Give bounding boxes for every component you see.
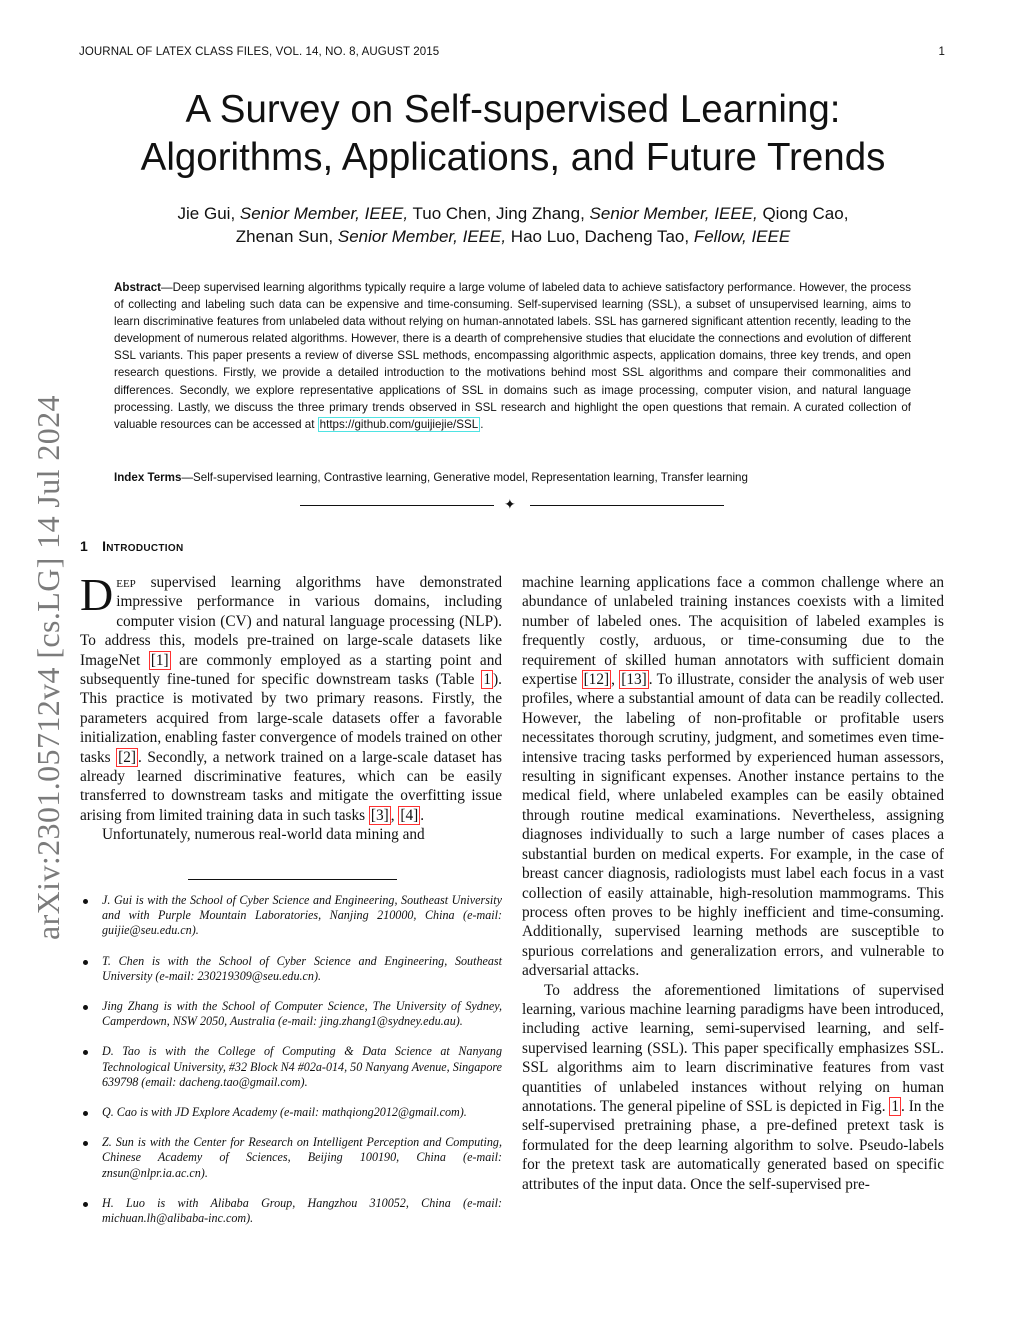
intro-paragraph-3 [522,573,944,981]
author-text: Qiong Cao, [757,204,849,223]
journal-header: JOURNAL OF LATEX CLASS FILES, VOL. 14, NO. 8, AUGUST 2015 [79,46,440,58]
footnote-item: Q. Cao is with JD Explore Academy (e-mail: mathqiong2012@gmail.com). [80,1105,502,1120]
paragraph-text: supervised learning algorithms have demonstrated impressive performance in various domains, including computer vision (CV) and natural language processing (NLP). To address this, models pre-trained on large-scale datasets like ImageNet [80,574,502,669]
abstract-end: . [480,417,484,431]
paragraph-text: ). This practice is motivated by two primary reasons. Firstly, the parameters acquired from large-scale datasets offer a favorable initialization, enabling faster convergence of models trained on other tasks [80,671,502,766]
paragraph-text: To address the aforementioned limitations of supervised learning, various machine learning paradigms have been introduced, including active learning, semi-supervised learning, and self-supervised learning (SSL). This paper specifically emphasizes SSL. SSL algorithms aim to learn discriminative features from vast quantities of unlabeled instances without relying on human annotations. The general pipeline of SSL is depicted in Fig. [522,981,944,1115]
section-number: 1 [80,538,89,554]
dropcap: D [80,569,114,620]
author-text: Hao Luo, Dacheng Tao, [506,227,694,246]
arxiv-stamp[interactable]: arXiv:2301.05712v4 [cs.LG] 14 Jul 2024 [30,395,66,940]
author-role: Senior Member, IEEE, [337,227,507,246]
paragraph-text: are commonly employed as a starting point and subsequently fine-tuned for specific downstream tasks (Table [80,651,502,689]
table-ref-link[interactable]: 1 [483,671,492,689]
paragraph-text: . Secondly, a network trained on a large-scale dataset has already learned discriminative features, which can be easily transferred to downstream tasks and mitigate the overfitting issue arising from limited training data in such tasks [80,748,503,824]
citation-link[interactable]: [2] [118,748,137,766]
footnote-item: Z. Sun is with the Center for Research on Intelligent Perception and Computing, Chinese Academy of Sciences, Beijing 100190, China (e-mail: znsun@nlpr.ia.ac.cn). [80,1135,502,1181]
index-terms-text: —Self-supervised learning, Contrastive learning, Generative model, Representation learning, Transfer learning [181,471,748,484]
paragraph-text: machine learning applications face a common challenge where an abundance of unlabeled training instances coexists with a limited number of labeled ones. The acquisition of labeled examples is frequently costly, arduous, or time-consuming due to the requirement of skilled human annotators with sufficient domain expertise [522,574,944,689]
authors-line-2 [110,225,916,248]
section-heading [80,538,183,554]
author-role: Fellow, IEEE [693,227,791,246]
running-head [79,46,945,58]
figure-ref-link[interactable]: 1 [891,1097,900,1115]
separator-line-right [530,505,724,506]
abstract-label: Abstract [114,281,162,294]
paragraph-text: . To illustrate, consider the analysis of web user profiles, where a substantial amount of data can be readily collected. However, the labeling of non-profitable or profitable users necessitates thorough scrutiny, judgment, and sometimes even time-intensive tracing tasks performed by experienced human assessors, resulting in significant expenses. Another instance pertains to the medical field, where unlabeled examples can be easily obtained through routine medical examinations. Nevertheless, assigning diagnoses individually to such a large number of cases places a substantial burden on medical experts. For example, in the case of breast cancer diagnosis, radiologists must label each focus in a vast collection of easily attainable, high-resolution mammograms. This process often proves to be highly inefficient and time-consuming. Additionally, supervised learning methods are susceptible to spurious correlations and generalization errors, and vulnerable to adversarial attacks. [522,671,944,980]
separator-line-left [300,505,494,506]
footnote-item: D. Tao is with the College of Computing & Data Science at Nanyang Technological University, #32 Block N4 #02a-014, 50 Nanyang Avenue, Singapore 639798 (email: dacheng.tao@gmail.com). [80,1044,502,1090]
section-title: Introduction [102,538,184,554]
author-text: Zhenan Sun, [235,227,338,246]
citation-link[interactable]: [13] [621,671,647,689]
index-terms [114,469,911,486]
paragraph-text: , [611,671,620,689]
footnote-item: T. Chen is with the School of Cyber Science and Engineering, Southeast University (e-mail: 230219309@seu.edu.cn). [80,954,502,984]
author-text: Tuo Chen, Jing Zhang, [408,204,590,223]
right-column [522,573,944,1194]
author-role: Senior Member, IEEE, [589,204,758,223]
paragraph-text: . [420,806,425,824]
abstract [114,279,911,433]
index-terms-label: Index Terms [114,471,182,484]
intro-paragraph-1 [80,569,503,825]
github-link[interactable]: https://github.com/guijiejie/SSL [319,417,479,431]
intro-paragraph-4 [522,981,944,1194]
page-number: 1 [938,46,945,58]
citation-link[interactable]: [4] [400,806,419,824]
separator-diamond-icon: ✦ [504,498,516,513]
footnote-item: Jing Zhang is with the School of Computer Science, The University of Sydney, Camperdown, NSW 2050, Australia (e-mail: jing.zhang1@sydney.edu.au). [80,999,502,1029]
author-list [110,202,916,248]
first-word-rest: eep [116,574,136,591]
section-separator [300,497,724,515]
citation-link[interactable]: [3] [370,806,389,824]
intro-paragraph-2: Unfortunately, numerous real-world data mining and [102,826,425,844]
footnote-item: J. Gui is with the School of Cyber Science and Engineering, Southeast University and with Purple Mountain Laboratories, Nanjing 210000, China (e-mail: guijie@seu.edu.cn). [80,893,502,939]
left-column [80,569,503,845]
abstract-text: —Deep supervised learning algorithms typically require a large volume of labeled data to achieve satisfactory performance. However, the process of collecting and labeling such data can be expensive and time-consuming. Self-supervised learning (SSL), a subset of unsupervised learning, aims to learn discriminative features from unlabeled data without relying on human-annotated labels. SSL has garnered significant attention recently, leading to the development of numerous related algorithms. However, there is a dearth of comprehensive studies that elucidate the connections and evolution of different SSL variants. This paper presents a review of diverse SSL methods, encompassing algorithmic aspects, application domains, three key trends, and open research questions. Firstly, we provide a detailed introduction to the motivations behind most SSL algorithms and compare their commonalities and differences. Secondly, we explore representative applications of SSL in domains such as image processing, computer vision, and natural language processing. Lastly, we discuss the three primary trends observed in SSL research and highlight the open questions that remain. A curated collection of valuable resources can be accessed at [114,281,911,431]
citation-link[interactable]: [1] [150,651,169,669]
footnote-rule [188,879,397,880]
citation-link[interactable]: [12] [583,671,610,689]
footnote-item: H. Luo is with Alibaba Group, Hangzhou 310052, China (e-mail: michuan.lh@alibaba-inc.com). [80,1196,502,1226]
paper-title: A Survey on Self-supervised Learning: Algorithms, Applications, and Future Trends [140,88,886,179]
author-role: Senior Member, IEEE, [239,204,409,223]
author-text: Jie Gui, [177,204,240,223]
authors-line-1 [110,202,916,225]
paragraph-text: , [390,806,399,824]
paragraph-text: . In the self-supervised pretraining phase, a pre-defined pretext task is formulated for the deep learning algorithm to solve. Pseudo-labels for the pretext task are automatically generated based on specific attributes of the input data. Once the self-supervised pre- [522,1097,944,1193]
affiliation-footnotes [80,893,502,1241]
